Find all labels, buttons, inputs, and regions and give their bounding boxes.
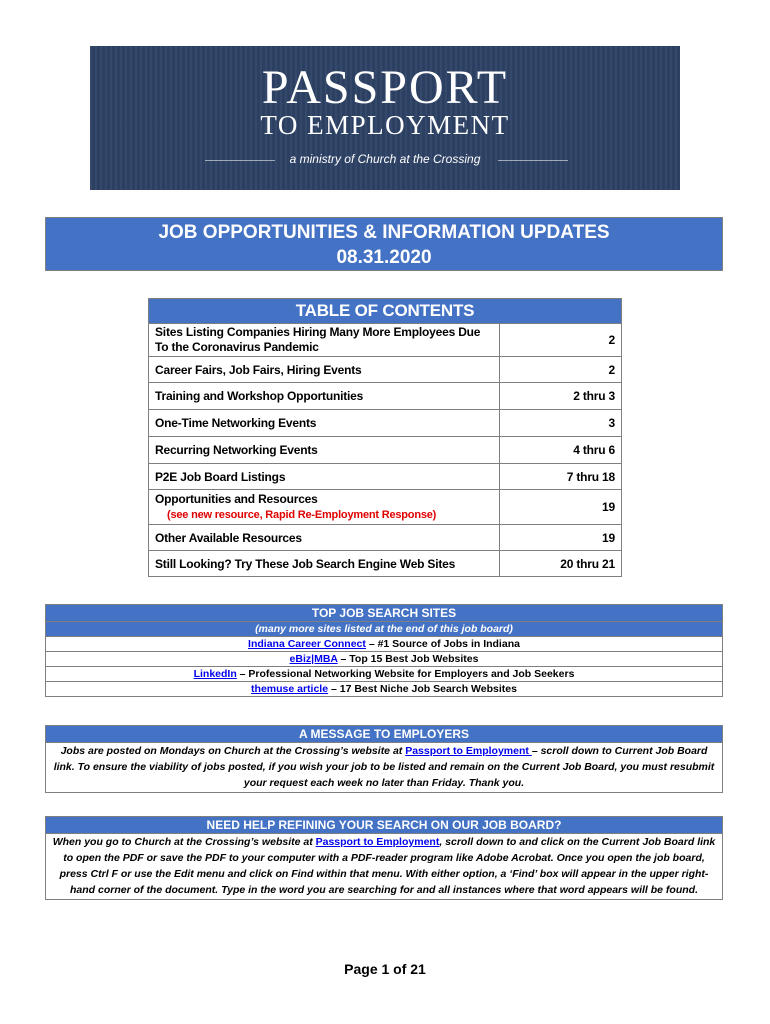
site-description: – Professional Networking Website for Employers and Job Seekers [236, 668, 575, 680]
toc-row-note [155, 507, 493, 523]
toc-row-page: 2 [499, 324, 621, 357]
help-text-post: , scroll down to and click on the Current Job Board link to open the PDF or save the PDF to your computer with a PDF-reader program like Adobe Acrobat. Once you open the job board, press Ctrl F or use the Edit menu and click on Find within that menu. With either option, a ‘Find’ box will appear in the upper right-hand corner of the document. Type in the word you are searching for and all instances where that word appears will be found. [59, 836, 716, 896]
sites-subtitle: (many more sites listed at the end of this job board) [46, 622, 723, 637]
toc-note-new-resource: (see new resource [167, 508, 260, 521]
site-row [46, 682, 723, 697]
message-to-employers [45, 725, 723, 793]
search-help-box [45, 816, 723, 900]
indiana-career-connect-link[interactable]: Indiana Career Connect [248, 638, 366, 650]
employers-text-post: – scroll down to Current Job Board link. To ensure the viability of jobs posted, if you wish your job to be listed and remain on the Current Job Board, you must resubmit your request each week no later than Friday. Thank you. [53, 745, 715, 789]
toc-row-label: Sites Listing Companies Hiring Many More Employees Due To the Coronavirus Pandemic [149, 324, 500, 357]
toc-row-opportunities [149, 490, 500, 525]
site-description: – 17 Best Niche Job Search Websites [328, 683, 517, 695]
page-title-line1: JOB OPPORTUNITIES & INFORMATION UPDATES [158, 222, 610, 243]
toc-row-label: Still Looking? Try These Job Search Engine Web Sites [149, 551, 500, 577]
toc-row-label: One-Time Networking Events [149, 410, 500, 437]
logo-subtitle: TO EMPLOYMENT [260, 110, 510, 140]
site-row [46, 652, 723, 667]
site-description: – Top 15 Best Job Websites [337, 653, 479, 665]
toc-row-page: 2 thru 3 [499, 383, 621, 410]
toc-title: TABLE OF CONTENTS [149, 299, 622, 324]
toc-note-rapid-reemployment: , Rapid Re-Employment Response) [259, 508, 437, 521]
help-body [46, 834, 722, 899]
sites-title: TOP JOB SEARCH SITES [46, 605, 723, 622]
toc-row-page: 2 [499, 357, 621, 383]
page-title [45, 217, 723, 271]
logo-title: PASSPORT [261, 61, 509, 114]
logo-tagline: a ministry of Church at the Crossing [289, 152, 481, 166]
table-of-contents [148, 298, 622, 577]
top-job-search-sites [45, 604, 723, 697]
logo-rule-right [498, 160, 568, 161]
toc-row-label: Other Available Resources [149, 525, 500, 551]
site-row [46, 637, 723, 652]
passport-to-employment-logo-banner [90, 46, 680, 190]
employers-text-pre: Jobs are posted on Mondays on Church at the Crossing’s website at [60, 745, 406, 757]
page-number: Page 1 of 21 [344, 961, 426, 977]
passport-to-employment-link[interactable]: Passport to Employment [315, 836, 440, 848]
themuse-article-link[interactable]: themuse article [251, 683, 329, 695]
toc-row-page: 3 [499, 410, 621, 437]
site-row [46, 667, 723, 682]
toc-row-label: P2E Job Board Listings [149, 464, 500, 490]
toc-row-label: Training and Workshop Opportunities [149, 383, 500, 410]
toc-row-page: 4 thru 6 [499, 437, 621, 464]
toc-row-page: 19 [499, 525, 621, 551]
passport-to-employment-link[interactable]: Passport to Employment [405, 745, 532, 757]
toc-row-label: Career Fairs, Job Fairs, Hiring Events [149, 357, 500, 383]
toc-row-page: 20 thru 21 [499, 551, 621, 577]
employers-body [46, 743, 722, 792]
ebiz-mba-link[interactable]: eBiz|MBA [289, 653, 338, 665]
toc-row-label: Opportunities and Resources [155, 491, 318, 506]
help-title: NEED HELP REFINING YOUR SEARCH ON OUR JOB BOARD? [46, 817, 722, 834]
employers-title: A MESSAGE TO EMPLOYERS [46, 726, 722, 743]
page-title-date: 08.31.2020 [336, 247, 432, 268]
help-text-pre: When you go to Church at the Crossing’s website at [52, 836, 316, 848]
toc-row-page: 19 [499, 490, 621, 525]
linkedin-link[interactable]: LinkedIn [193, 668, 237, 680]
toc-row-label: Recurring Networking Events [149, 437, 500, 464]
site-description: – #1 Source of Jobs in Indiana [365, 638, 520, 650]
toc-row-page: 7 thru 18 [499, 464, 621, 490]
